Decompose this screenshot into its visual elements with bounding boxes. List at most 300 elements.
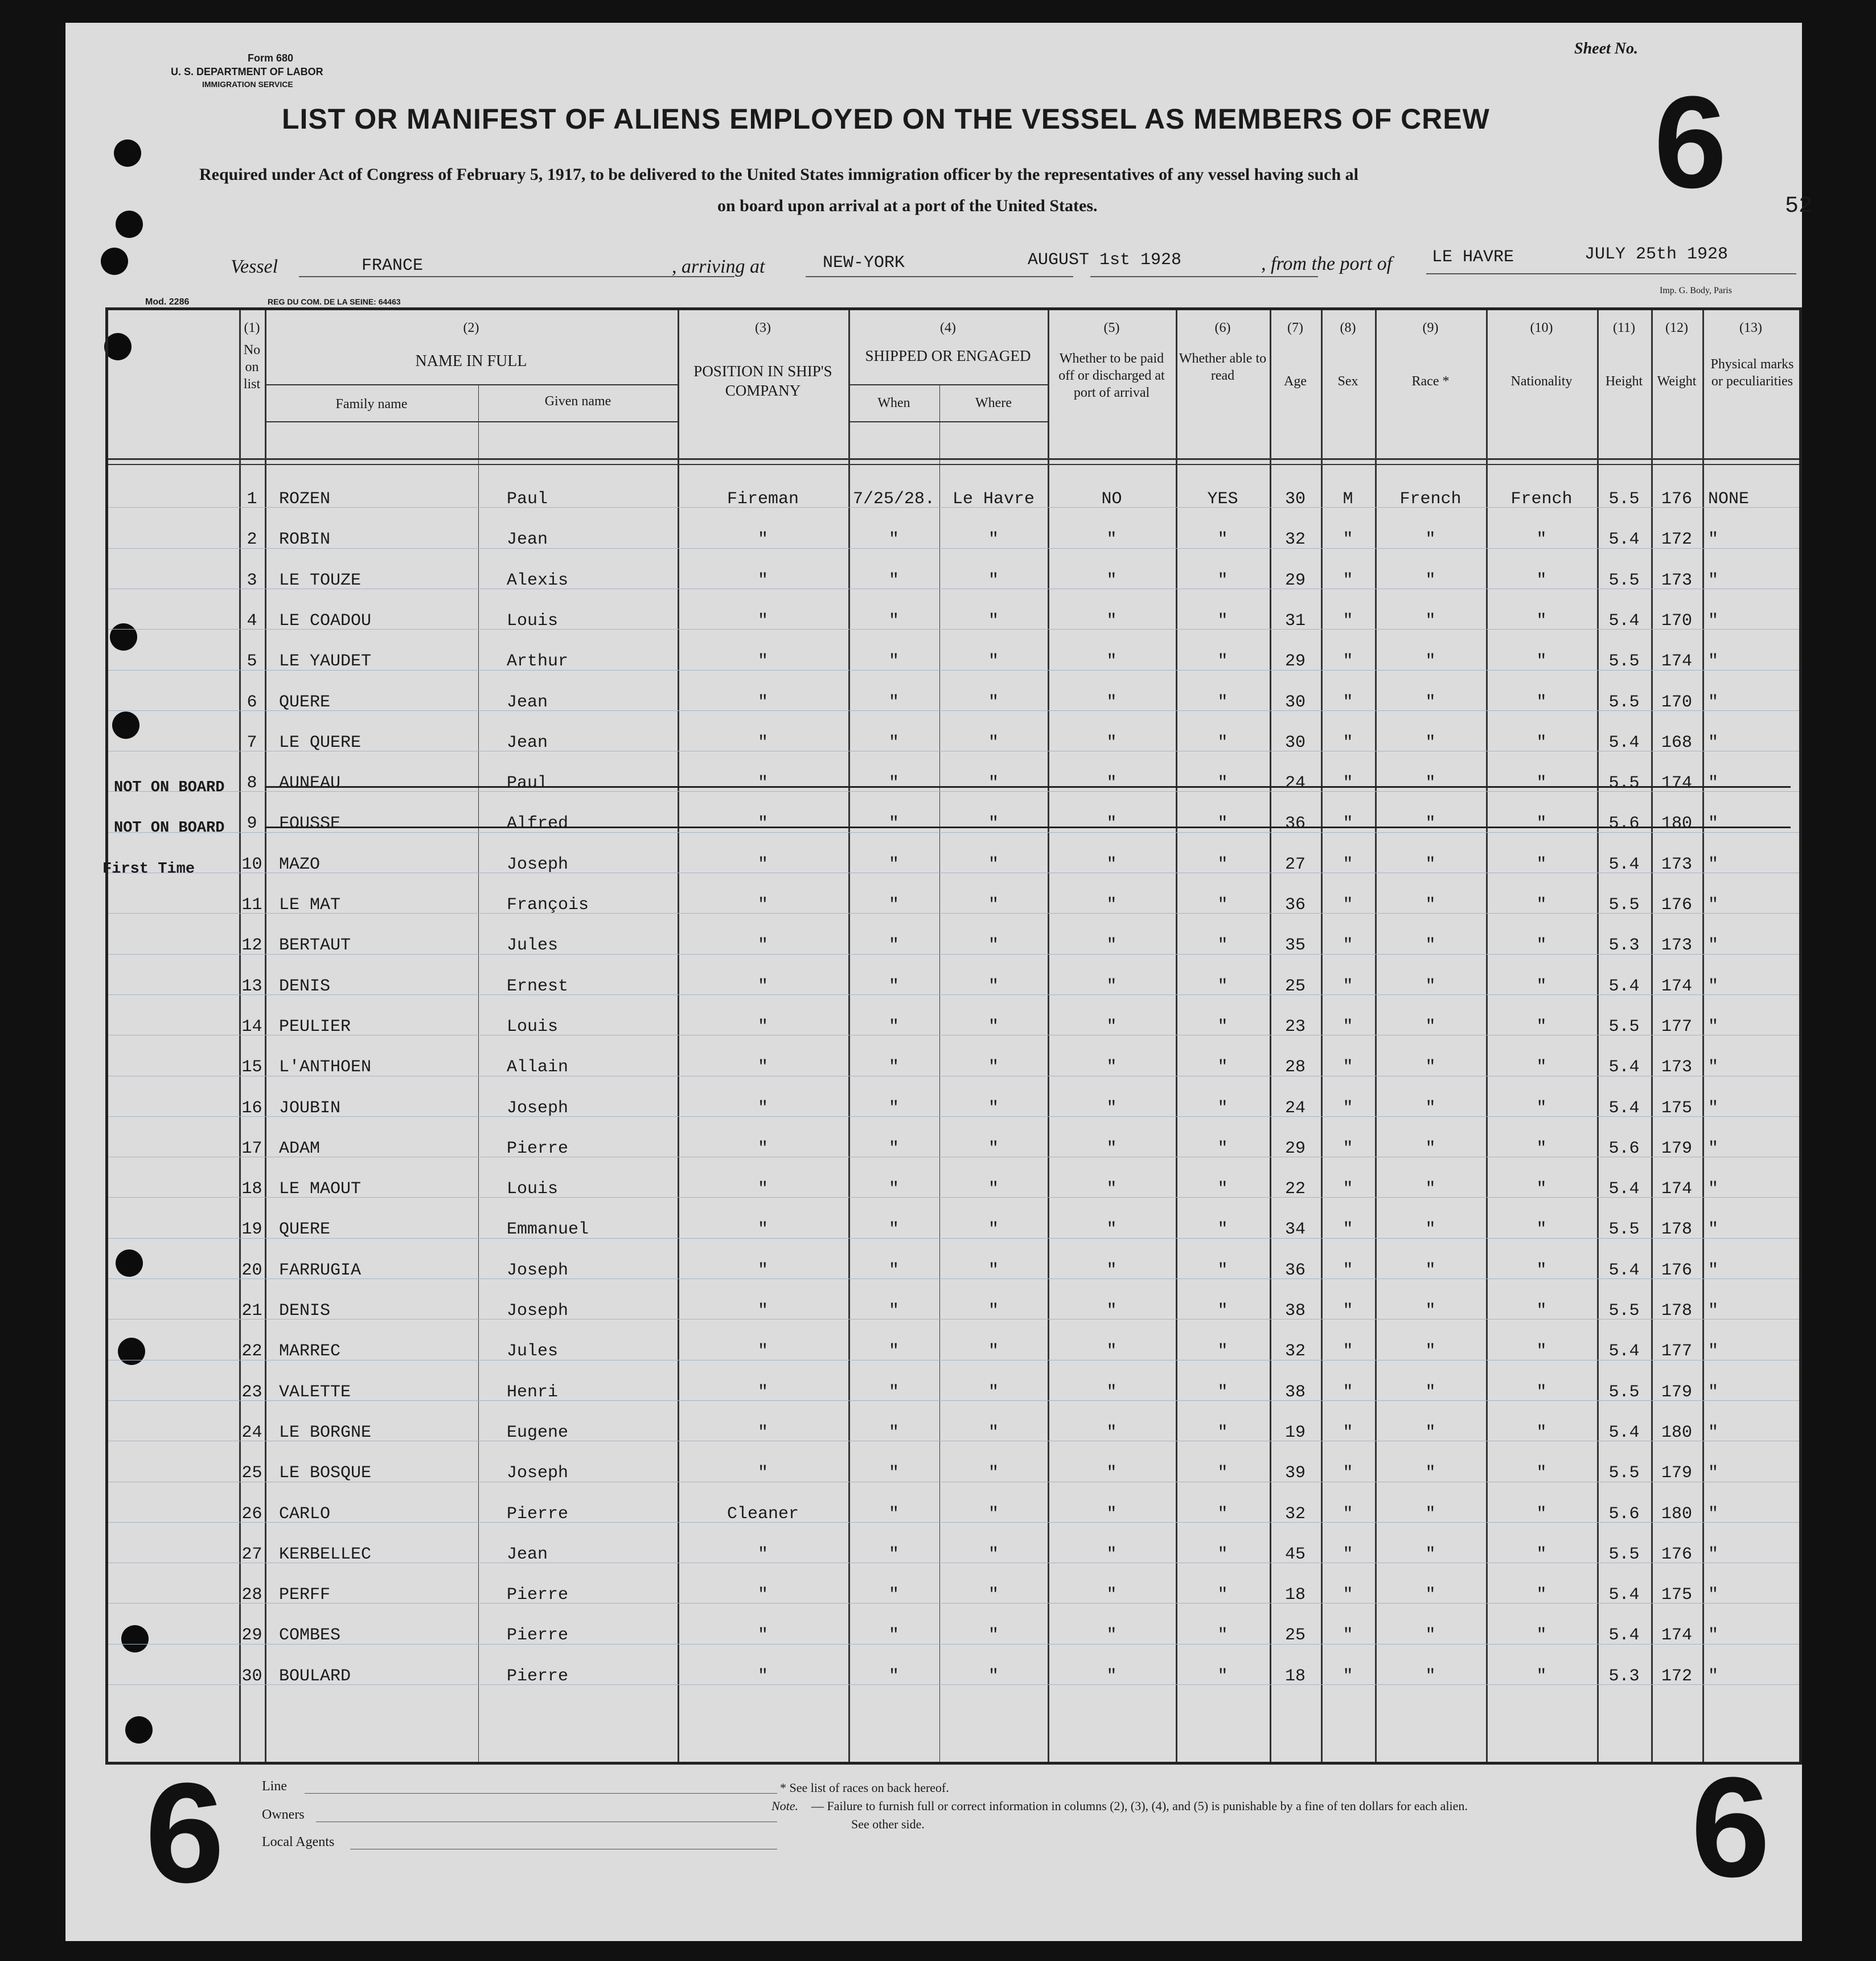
age: 28 <box>1284 1058 1306 1078</box>
height: 5.5 <box>1608 1017 1640 1037</box>
local-agents-label: Local Agents <box>262 1835 335 1849</box>
position: Fireman <box>726 490 799 509</box>
printer-name: Imp. G. Body, Paris <box>1660 286 1732 295</box>
able-to-read: " <box>1217 652 1228 672</box>
paid-off: " <box>1106 1463 1117 1483</box>
height: 5.6 <box>1608 814 1640 834</box>
given-name: Alexis <box>507 570 569 590</box>
mod-number: Mod. 2286 <box>145 297 190 307</box>
col-weight: Weight <box>1657 374 1697 389</box>
row-annotation: First Time <box>102 860 195 878</box>
weight: 176 <box>1661 490 1692 509</box>
height: 5.5 <box>1608 490 1640 509</box>
height: 5.4 <box>1608 1342 1640 1362</box>
physical-marks: " <box>1708 1058 1719 1078</box>
age: 30 <box>1284 733 1306 753</box>
family-name: MAZO <box>279 854 321 874</box>
physical-marks: NONE <box>1708 490 1750 509</box>
col-where: Where <box>975 396 1012 410</box>
ditto-mark: " <box>757 1585 768 1605</box>
weight: 172 <box>1661 1666 1692 1686</box>
race: " <box>1425 1017 1436 1037</box>
physical-marks: " <box>1708 1301 1719 1321</box>
shipped-where: " <box>988 976 999 996</box>
sex: " <box>1343 1342 1353 1362</box>
nationality: " <box>1536 774 1547 794</box>
race: " <box>1425 1666 1436 1686</box>
punch-hole <box>114 139 141 167</box>
ditto-mark: " <box>757 814 768 834</box>
paid-off: " <box>1106 1098 1117 1118</box>
paid-off: " <box>1106 1382 1117 1402</box>
shipped-when: " <box>888 1017 899 1037</box>
col-name-in-full: NAME IN FULL <box>415 352 527 370</box>
col-position: POSITION IN SHIP'S COMPANY <box>693 363 832 399</box>
row-number: 3 <box>247 570 257 590</box>
given-name: Louis <box>507 1017 559 1037</box>
able-to-read: " <box>1217 1179 1228 1199</box>
family-name: L'ANTHOEN <box>279 1058 372 1078</box>
vessel-name: FRANCE <box>362 256 424 276</box>
paid-off: " <box>1106 1179 1117 1199</box>
owners-label: Owners <box>262 1807 305 1822</box>
race: " <box>1425 854 1436 874</box>
height: 5.4 <box>1608 530 1640 550</box>
family-name: KERBELLEC <box>279 1544 372 1564</box>
row-number: 19 <box>241 1220 262 1240</box>
family-name: LE QUERE <box>279 733 362 753</box>
weight: 174 <box>1661 976 1692 996</box>
height: 5.4 <box>1608 1423 1640 1442</box>
subtitle-line-2: on board upon arrival at a port of the United States. <box>717 196 1098 215</box>
paid-off: " <box>1106 1342 1117 1362</box>
race: " <box>1425 1423 1436 1442</box>
shipped-when: " <box>888 854 899 874</box>
height: 5.3 <box>1608 936 1640 956</box>
position: Cleaner <box>726 1504 799 1524</box>
note-text: — Failure to furnish full or correct information in columns (2), (3), (4), and (5) is punishable by a fine of ten dollars for each alien. <box>811 1799 1468 1813</box>
service-name: IMMIGRATION SERVICE <box>202 80 293 89</box>
weight: 180 <box>1661 814 1692 834</box>
family-name: PERFF <box>279 1585 331 1605</box>
able-to-read: " <box>1217 1138 1228 1158</box>
col-8-number: (8) <box>1340 320 1356 335</box>
sex: " <box>1343 1058 1353 1078</box>
row-number: 30 <box>241 1666 262 1686</box>
physical-marks: " <box>1708 652 1719 672</box>
nationality: " <box>1536 1423 1547 1442</box>
col-able-to-read: Whether able to read <box>1179 351 1267 383</box>
height: 5.6 <box>1608 1138 1640 1158</box>
row-number: 27 <box>241 1544 262 1564</box>
height: 5.4 <box>1608 1626 1640 1646</box>
shipped-where: " <box>988 1017 999 1037</box>
nationality: French <box>1510 490 1573 509</box>
shipped-when: " <box>888 936 899 956</box>
weight: 168 <box>1661 733 1692 753</box>
age: 29 <box>1284 1138 1306 1158</box>
given-name: Jules <box>507 1342 559 1362</box>
see-other-side: See other side. <box>851 1817 925 1831</box>
nationality: " <box>1536 1382 1547 1402</box>
shipped-when: " <box>888 570 899 590</box>
race: " <box>1425 570 1436 590</box>
given-name: Pierre <box>507 1666 569 1686</box>
sex: " <box>1343 1220 1353 1240</box>
height: 5.4 <box>1608 976 1640 996</box>
ditto-mark: " <box>757 1301 768 1321</box>
col-10-number: (10) <box>1530 320 1553 335</box>
race: French <box>1399 490 1462 509</box>
family-name: ROZEN <box>279 490 331 509</box>
able-to-read: " <box>1217 1260 1228 1280</box>
shipped-where: " <box>988 570 999 590</box>
age: 18 <box>1284 1585 1306 1605</box>
physical-marks: " <box>1708 1626 1719 1646</box>
shipped-when: " <box>888 652 899 672</box>
race: " <box>1425 1504 1436 1524</box>
col-when: When <box>877 396 910 410</box>
able-to-read: " <box>1217 1098 1228 1118</box>
paid-off: " <box>1106 1504 1117 1524</box>
ditto-mark: " <box>757 652 768 672</box>
col-age: Age <box>1284 374 1307 389</box>
nationality: " <box>1536 1585 1547 1605</box>
able-to-read: " <box>1217 1382 1228 1402</box>
weight: 175 <box>1661 1585 1692 1605</box>
paid-off: " <box>1106 733 1117 753</box>
row-number: 14 <box>241 1017 262 1037</box>
physical-marks: " <box>1708 692 1719 712</box>
row-number: 8 <box>247 774 257 794</box>
age: 31 <box>1284 611 1306 631</box>
age: 36 <box>1284 895 1306 915</box>
paid-off: NO <box>1101 490 1122 509</box>
age: 24 <box>1284 774 1306 794</box>
col-shipped-engaged: SHIPPED OR ENGAGED <box>865 347 1031 364</box>
height: 5.5 <box>1608 692 1640 712</box>
ditto-mark: " <box>757 733 768 753</box>
note-label: Note. <box>771 1799 799 1813</box>
family-name: DENIS <box>279 976 331 996</box>
race: " <box>1425 692 1436 712</box>
family-name: JOUBIN <box>279 1098 341 1118</box>
row-number: 4 <box>247 611 257 631</box>
ditto-mark: " <box>757 1544 768 1564</box>
shipped-when: " <box>888 733 899 753</box>
race: " <box>1425 1220 1436 1240</box>
given-name: Joseph <box>507 1260 569 1280</box>
age: 32 <box>1284 1504 1306 1524</box>
race: " <box>1425 1544 1436 1564</box>
family-name: DENIS <box>279 1301 331 1321</box>
physical-marks: " <box>1708 1666 1719 1686</box>
able-to-read: " <box>1217 611 1228 631</box>
shipped-when: " <box>888 1179 899 1199</box>
given-name: Emmanuel <box>507 1220 589 1240</box>
shipped-where: " <box>988 774 999 794</box>
row-number: 5 <box>247 652 257 672</box>
able-to-read: " <box>1217 1220 1228 1240</box>
row-number: 16 <box>241 1098 262 1118</box>
nationality: " <box>1536 652 1547 672</box>
race: " <box>1425 1301 1436 1321</box>
race-footnote: * See list of races on back hereof. <box>780 1781 949 1795</box>
registry-number: REG DU COM. DE LA SEINE: 64463 <box>268 297 401 306</box>
able-to-read: " <box>1217 1058 1228 1078</box>
manifest-title: LIST OR MANIFEST OF ALIENS EMPLOYED ON THE VESSEL AS MEMBERS OF CREW <box>282 103 1490 135</box>
age: 38 <box>1284 1301 1306 1321</box>
race: " <box>1425 976 1436 996</box>
row-number: 7 <box>247 733 257 753</box>
family-name: LE YAUDET <box>279 652 372 672</box>
from-port-label: , from the port of <box>1261 253 1393 274</box>
sex: " <box>1343 692 1353 712</box>
given-name: Jules <box>507 936 559 956</box>
vessel-label: Vessel <box>231 256 278 277</box>
nationality: " <box>1536 1544 1547 1564</box>
shipped-where: " <box>988 1463 999 1483</box>
nationality: " <box>1536 1342 1547 1362</box>
shipped-when: " <box>888 1301 899 1321</box>
given-name: Joseph <box>507 1463 569 1483</box>
weight: 176 <box>1661 895 1692 915</box>
paid-off: " <box>1106 1301 1117 1321</box>
given-name: Jean <box>507 1544 548 1564</box>
sex: " <box>1343 1626 1353 1646</box>
shipped-when: " <box>888 1138 899 1158</box>
paid-off: " <box>1106 1666 1117 1686</box>
sheet-number: 6 <box>1654 69 1727 215</box>
physical-marks: " <box>1708 1382 1719 1402</box>
given-name: Jean <box>507 733 548 753</box>
shipped-where: " <box>988 1138 999 1158</box>
physical-marks: " <box>1708 1544 1719 1564</box>
shipped-when: " <box>888 1585 899 1605</box>
sheet-no-label: Sheet No. <box>1574 40 1638 57</box>
physical-marks: " <box>1708 936 1719 956</box>
shipped-where: " <box>988 1342 999 1362</box>
col-3-number: (3) <box>755 320 771 335</box>
row-number: 28 <box>241 1585 262 1605</box>
strike-through-line <box>265 786 1791 788</box>
age: 24 <box>1284 1098 1306 1118</box>
age: 29 <box>1284 652 1306 672</box>
ditto-mark: " <box>757 976 768 996</box>
weight: 176 <box>1661 1260 1692 1280</box>
col-height: Height <box>1605 374 1643 389</box>
shipped-where: " <box>988 854 999 874</box>
shipped-when: " <box>888 1423 899 1442</box>
shipped-where: " <box>988 1301 999 1321</box>
able-to-read: " <box>1217 976 1228 996</box>
given-name: Jean <box>507 530 548 550</box>
able-to-read: " <box>1217 692 1228 712</box>
ditto-mark: " <box>757 611 768 631</box>
paid-off: " <box>1106 1260 1117 1280</box>
age: 27 <box>1284 854 1306 874</box>
age: 18 <box>1284 1666 1306 1686</box>
given-name: Joseph <box>507 1301 569 1321</box>
shipped-where: " <box>988 1260 999 1280</box>
paid-off: " <box>1106 1423 1117 1442</box>
able-to-read: " <box>1217 1666 1228 1686</box>
row-number: 2 <box>247 530 257 550</box>
ditto-mark: " <box>757 1220 768 1240</box>
nationality: " <box>1536 1260 1547 1280</box>
able-to-read: " <box>1217 1301 1228 1321</box>
ditto-mark: " <box>757 1138 768 1158</box>
weight: 175 <box>1661 1098 1692 1118</box>
able-to-read: " <box>1217 1585 1228 1605</box>
row-annotation: NOT ON BOARD <box>114 779 225 797</box>
col-13-number: (13) <box>1739 320 1762 335</box>
shipped-where: " <box>988 1585 999 1605</box>
given-name: Pierre <box>507 1585 569 1605</box>
paid-off: " <box>1106 692 1117 712</box>
ditto-mark: " <box>757 936 768 956</box>
height: 5.5 <box>1608 652 1640 672</box>
age: 34 <box>1284 1220 1306 1240</box>
sex: " <box>1343 1504 1353 1524</box>
given-name: Allain <box>507 1058 569 1078</box>
form-number: Form 680 <box>248 52 294 64</box>
weight: 179 <box>1661 1138 1692 1158</box>
page-number: 52 <box>1785 194 1813 219</box>
family-name: ROBIN <box>279 530 331 550</box>
row-number: 9 <box>247 814 257 834</box>
weight: 174 <box>1661 1179 1692 1199</box>
weight: 176 <box>1661 1544 1692 1564</box>
weight: 173 <box>1661 936 1692 956</box>
row-number: 22 <box>241 1342 262 1362</box>
physical-marks: " <box>1708 570 1719 590</box>
ditto-mark: " <box>757 1626 768 1646</box>
physical-marks: " <box>1708 1179 1719 1199</box>
ditto-mark: " <box>757 1666 768 1686</box>
height: 5.5 <box>1608 570 1640 590</box>
height: 5.6 <box>1608 1504 1640 1524</box>
race: " <box>1425 652 1436 672</box>
family-name: COMBES <box>279 1626 341 1646</box>
family-name: VALETTE <box>279 1382 351 1402</box>
height: 5.5 <box>1608 1301 1640 1321</box>
physical-marks: " <box>1708 976 1719 996</box>
col-12-number: (12) <box>1665 320 1688 335</box>
physical-marks: " <box>1708 1504 1719 1524</box>
sex: " <box>1343 1138 1353 1158</box>
able-to-read: " <box>1217 774 1228 794</box>
weight: 177 <box>1661 1017 1692 1037</box>
race: " <box>1425 1179 1436 1199</box>
shipped-when: " <box>888 1382 899 1402</box>
height: 5.4 <box>1608 733 1640 753</box>
sheet-number-bottom-right: 6 <box>1691 1748 1771 1906</box>
nationality: " <box>1536 936 1547 956</box>
sex: " <box>1343 854 1353 874</box>
arriving-label: , arriving at <box>672 256 765 277</box>
paid-off: " <box>1106 895 1117 915</box>
row-number: 10 <box>241 854 262 874</box>
physical-marks: " <box>1708 1463 1719 1483</box>
punch-hole <box>101 248 128 275</box>
age: 19 <box>1284 1423 1306 1442</box>
col-given-name: Given name <box>544 394 611 409</box>
sex: " <box>1343 1666 1353 1686</box>
col-7-number: (7) <box>1287 320 1303 335</box>
row-number: 23 <box>241 1382 262 1402</box>
family-name: PEULIER <box>279 1017 351 1037</box>
nationality: " <box>1536 692 1547 712</box>
shipped-where: " <box>988 895 999 915</box>
shipped-when: " <box>888 814 899 834</box>
shipped-where: " <box>988 936 999 956</box>
ditto-mark: " <box>757 1017 768 1037</box>
shipped-where: Le Havre <box>952 490 1035 509</box>
given-name: Eugene <box>507 1423 569 1442</box>
ditto-mark: " <box>757 1098 768 1118</box>
paid-off: " <box>1106 1017 1117 1037</box>
subtitle-line-1: Required under Act of Congress of February 5, 1917, to be delivered to the United States immigration officer by the representatives of any vessel having such al <box>199 165 1358 184</box>
col-no-on-list: No on list <box>243 343 261 392</box>
paid-off: " <box>1106 936 1117 956</box>
nationality: " <box>1536 814 1547 834</box>
family-name: MARREC <box>279 1342 341 1362</box>
physical-marks: " <box>1708 1260 1719 1280</box>
family-name: LE BOSQUE <box>279 1463 372 1483</box>
height: 5.4 <box>1608 1585 1640 1605</box>
sex: " <box>1343 611 1353 631</box>
race: " <box>1425 1342 1436 1362</box>
family-name: BERTAUT <box>279 936 351 956</box>
nationality: " <box>1536 1504 1547 1524</box>
weight: 172 <box>1661 530 1692 550</box>
strike-through-line <box>265 827 1791 828</box>
given-name: Alfred <box>507 814 569 834</box>
race: " <box>1425 1138 1436 1158</box>
able-to-read: " <box>1217 1342 1228 1362</box>
ditto-mark: " <box>757 1342 768 1362</box>
age: 30 <box>1284 692 1306 712</box>
col-physical-marks: Physical marks or peculiarities <box>1710 357 1794 389</box>
family-name: FARRUGIA <box>279 1260 362 1280</box>
given-name: Arthur <box>507 652 569 672</box>
row-number: 13 <box>241 976 262 996</box>
ditto-mark: " <box>757 570 768 590</box>
able-to-read: " <box>1217 936 1228 956</box>
family-name: LE COADOU <box>279 611 372 631</box>
race: " <box>1425 1382 1436 1402</box>
age: 32 <box>1284 1342 1306 1362</box>
ditto-mark: " <box>757 1179 768 1199</box>
weight: 170 <box>1661 692 1692 712</box>
race: " <box>1425 530 1436 550</box>
height: 5.4 <box>1608 854 1640 874</box>
race: " <box>1425 611 1436 631</box>
weight: 177 <box>1661 1342 1692 1362</box>
given-name: Joseph <box>507 854 569 874</box>
family-name: ADAM <box>279 1138 321 1158</box>
given-name: Jean <box>507 692 548 712</box>
race: " <box>1425 733 1436 753</box>
physical-marks: " <box>1708 1017 1719 1037</box>
paid-off: " <box>1106 530 1117 550</box>
col-4-number: (4) <box>940 320 956 335</box>
row-number: 18 <box>241 1179 262 1199</box>
paid-off: " <box>1106 652 1117 672</box>
family-name: BOULARD <box>279 1666 351 1686</box>
shipped-when: " <box>888 1220 899 1240</box>
